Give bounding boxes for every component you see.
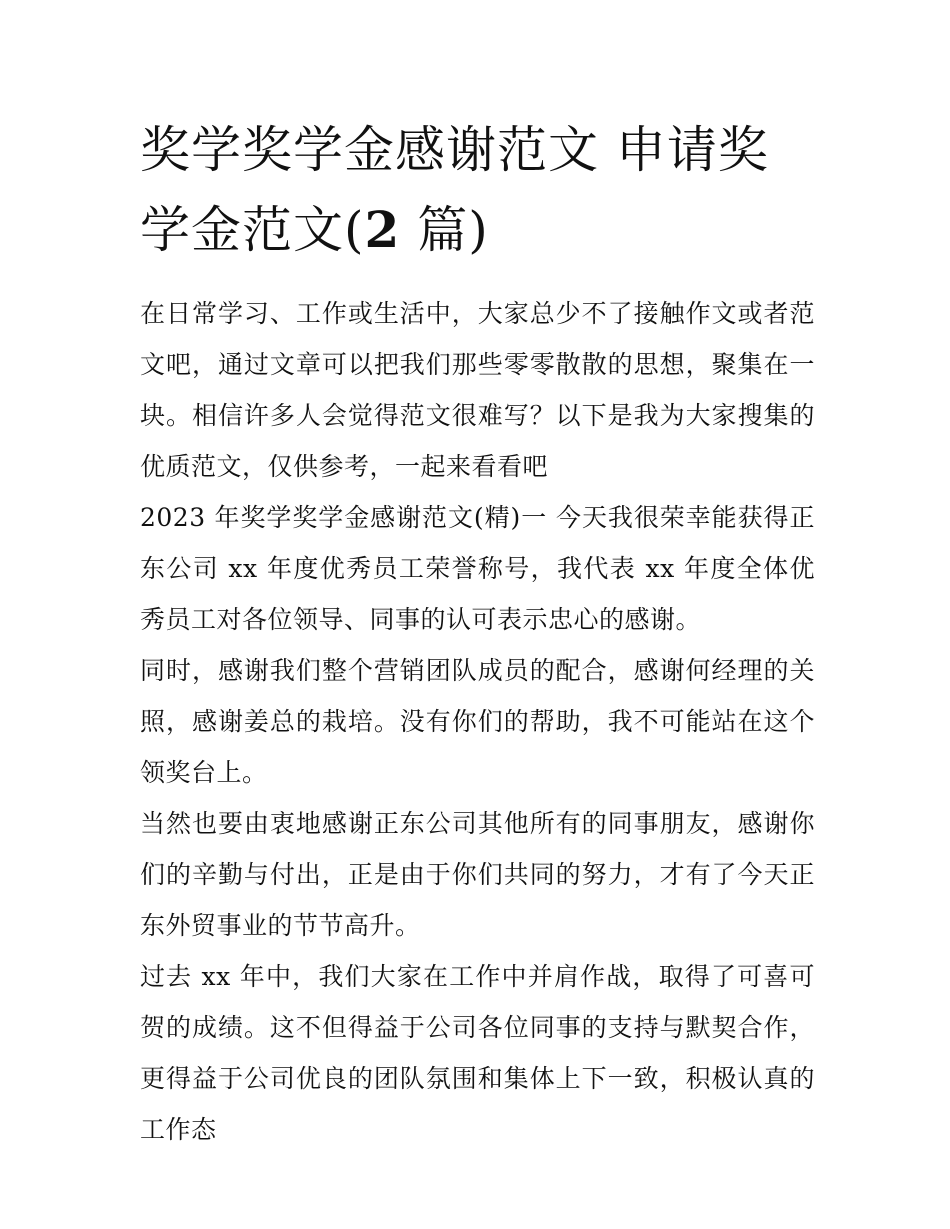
title-text: 奖学奖学金感谢范文 申请奖学金范文( (140, 121, 769, 259)
paragraph-intro: 在日常学习、工作或生活中，大家总少不了接触作文或者范文吧，通过文章可以把我们那些零零散散的思想，聚集在一块。相信许多人会觉得范文很难写？以下是我为大家搜集的优质范文，仅供参考，一起来看看吧 (140, 299, 815, 481)
paragraph-3: 当然也要由衷地感谢正东公司其他所有的同事朋友，感谢你们的辛勤与付出，正是由于你们共同的努力，才有了今天正东外贸事业的节节高升。 (140, 809, 815, 940)
document-page (140, 110, 815, 1155)
paragraph-2: 同时，感谢我们整个营销团队成员的配合，感谢何经理的关照，感谢姜总的栽培。没有你们的帮助，我不可能站在这个领奖台上。 (140, 656, 815, 787)
document-body (140, 288, 815, 1155)
document-title (140, 110, 815, 270)
paragraph-1: 2023 年奖学奖学金感谢范文(精)一 今天我很荣幸能获得正东公司 xx 年度优秀员工荣誉称号，我代表 xx 年度全体优秀员工对各位领导、同事的认可表示忠心的感谢。 (140, 503, 815, 634)
title-suffix: 篇) (400, 201, 489, 259)
paragraph-4: 过去 xx 年中，我们大家在工作中并肩作战，取得了可喜可贺的成绩。这不但得益于公司各位同事的支持与默契合作，更得益于公司优良的团队氛围和集体上下一致，积极认真的工作态 (140, 962, 815, 1144)
title-count: 2 (364, 200, 401, 259)
